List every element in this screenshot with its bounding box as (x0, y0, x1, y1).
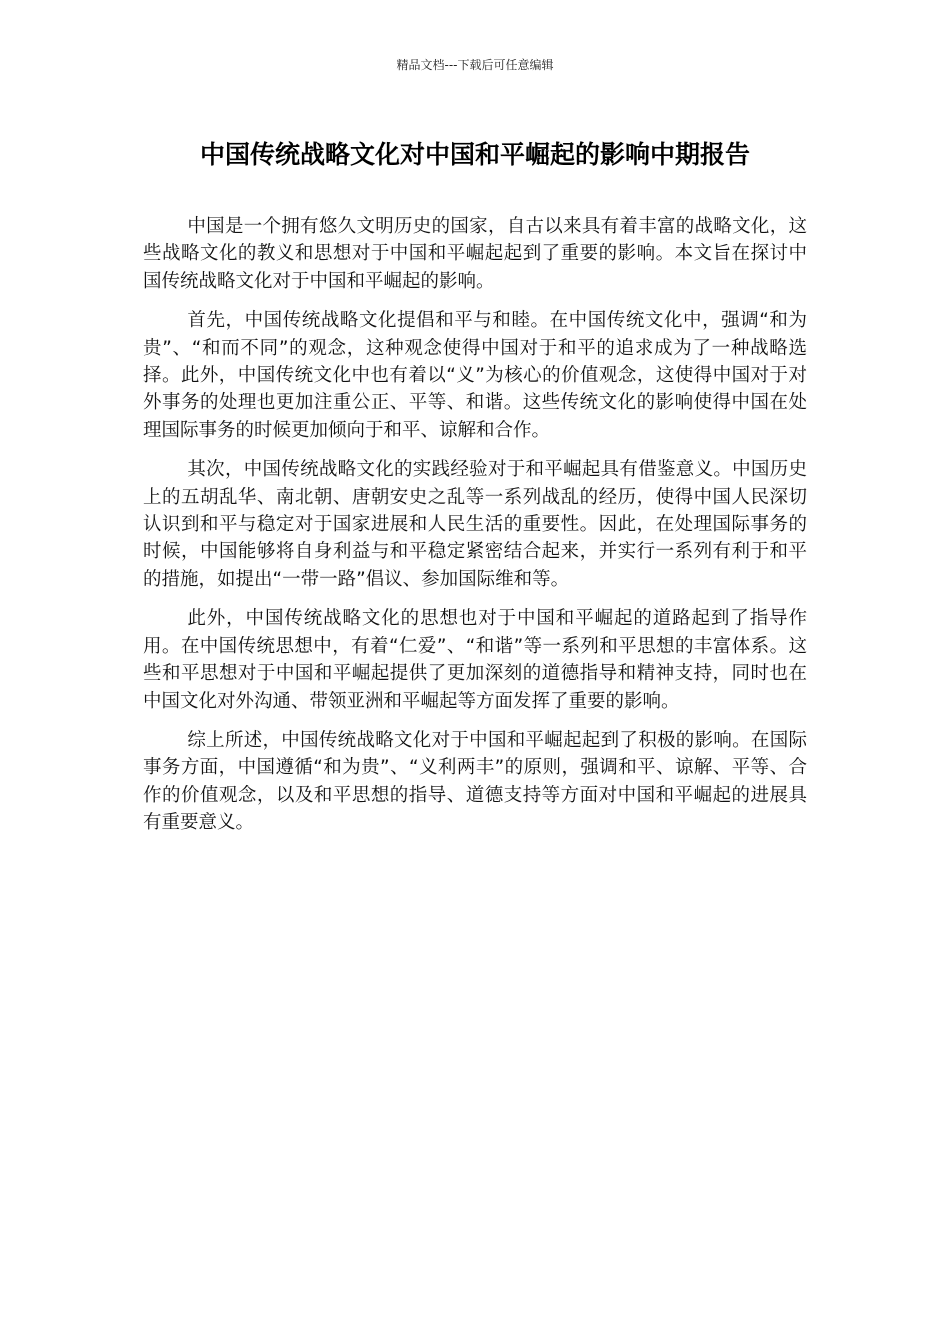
paragraph: 此外，中国传统战略文化的思想也对于中国和平崛起的道路起到了指导作用。在中国传统思想中，有着“仁爱”、“和谐”等一系列和平思想的丰富体系。这些和平思想对于中国和平崛起提供了更加深刻的道德指导和精神支持，同时也在中国文化对外沟通、带领亚洲和平崛起等方面发挥了重要的影响。 (143, 608, 807, 712)
header-note: 精品文档---下载后可任意编辑 (396, 58, 554, 72)
paragraph: 首先，中国传统战略文化提倡和平与和睦。在中国传统文化中，强调“和为贵”、“和而不同”的观念，这种观念使得中国对于和平的追求成为了一种战略选择。此外，中国传统文化中也有着以“义”为核心的价值观念，这使得中国对于对外事务的处理也更加注重公正、平等、和谐。这些传统文化的影响使得中国在处理国际事务的时候更加倾向于和平、谅解和合作。 (143, 310, 807, 441)
paragraph: 其次，中国传统战略文化的实践经验对于和平崛起具有借鉴意义。中国历史上的五胡乱华、南北朝、唐朝安史之乱等一系列战乱的经历，使得中国人民深切认识到和平与稳定对于国家进展和人民生活的重要性。因此，在处理国际事务的时候，中国能够将自身利益与和平稳定紧密结合起来，并实行一系列有利于和平的措施，如提出“一带一路”倡议、参加国际维和等。 (143, 459, 807, 590)
paragraph: 综上所述，中国传统战略文化对于中国和平崛起起到了积极的影响。在国际事务方面，中国遵循“和为贵”、“义利两丰”的原则，强调和平、谅解、平等、合作的价值观念，以及和平思想的指导、道德支持等方面对中国和平崛起的进展具有重要意义。 (143, 729, 807, 834)
document-title: 中国传统战略文化对中国和平崛起的影响中期报告 (199, 140, 750, 169)
document-body (143, 213, 807, 849)
paragraph: 中国是一个拥有悠久文明历史的国家，自古以来具有着丰富的战略文化，这些战略文化的教义和思想对于中国和平崛起起到了重要的影响。本文旨在探讨中国传统战略文化对于中国和平崛起的影响。 (143, 216, 807, 292)
